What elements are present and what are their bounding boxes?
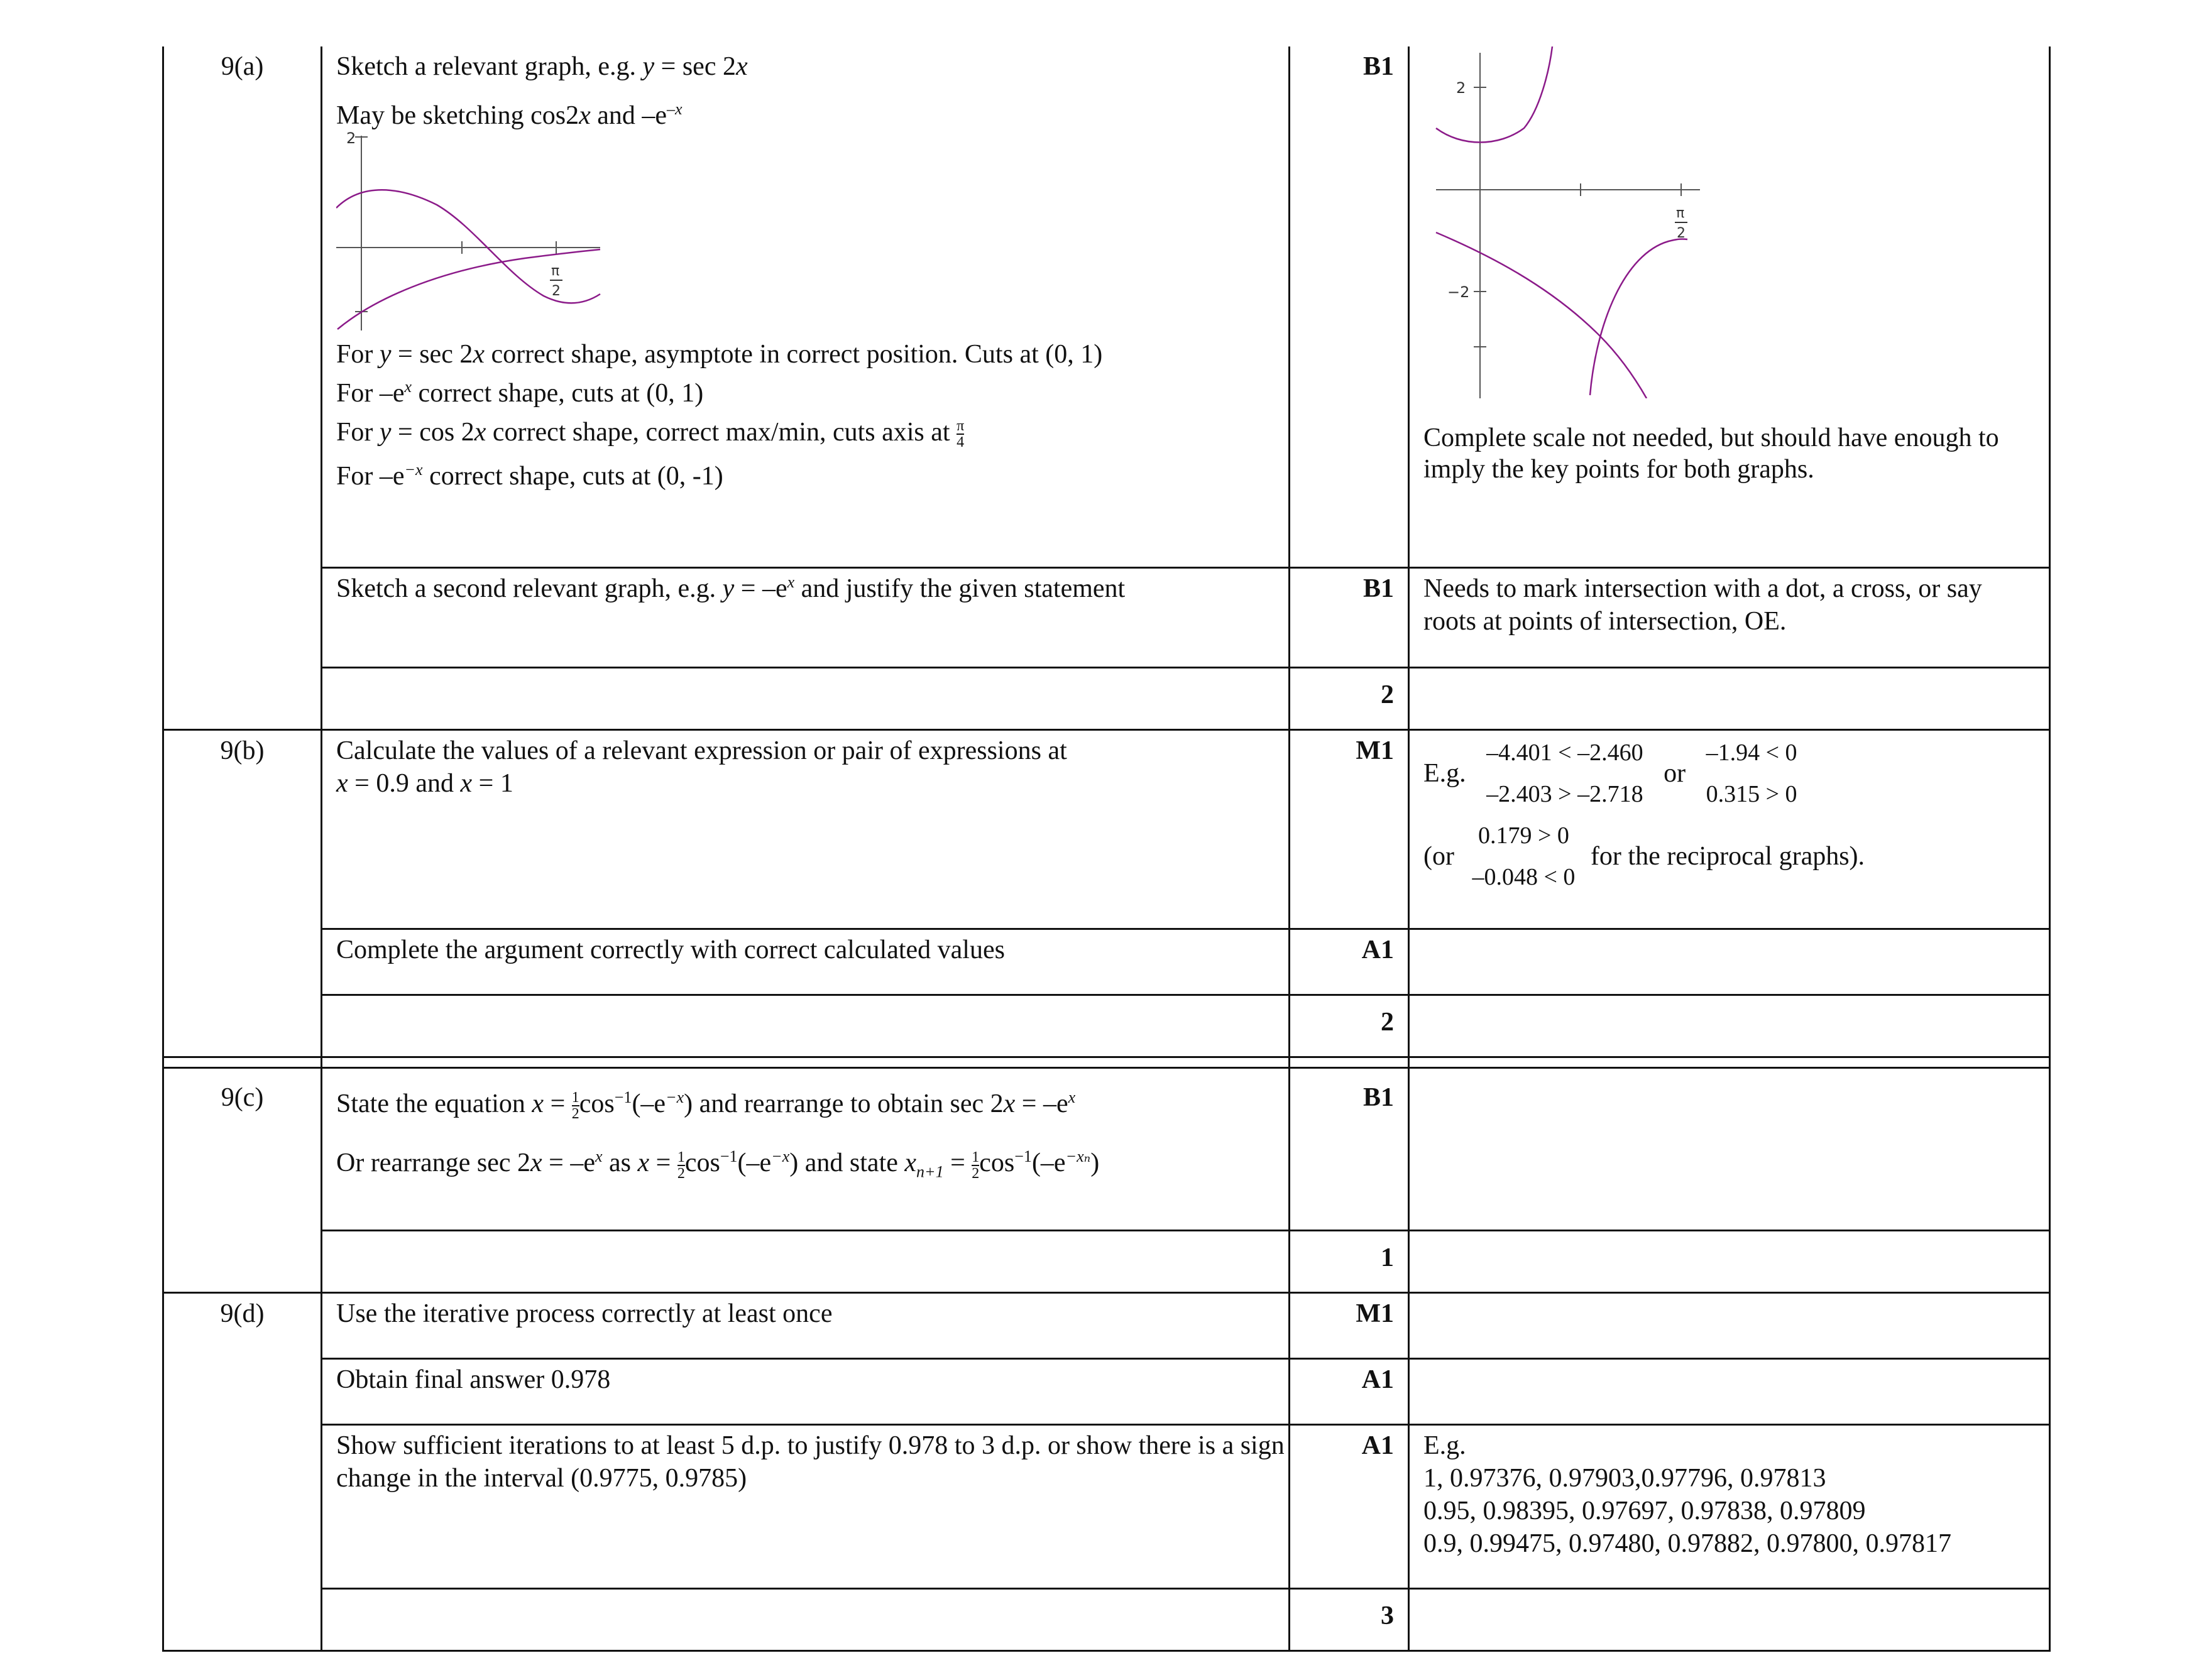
guidance-9a-second: Needs to mark intersection with a dot, a cross, or say roots at points of intersection, OE. — [1409, 568, 2050, 668]
graph-sec-and-exp — [1423, 46, 1713, 398]
answer-9d-final: Obtain final answer 0.978 — [322, 1359, 1290, 1425]
answer-9d-iterate: Use the iterative process correctly at least once — [322, 1293, 1290, 1359]
answer-9a-second: Sketch a second relevant graph, e.g. $y = -e^x$ and justify the given statement — [322, 568, 1290, 668]
curve-cos2x — [336, 190, 600, 303]
y-tick-neg2: −2 — [1447, 283, 1470, 301]
guidance-line: E.g. — [1423, 1431, 1466, 1460]
total-9b: 2 — [1290, 995, 1409, 1057]
row-9a-total — [163, 668, 2050, 730]
answer-9b-argument: Complete the argument correctly with correct calculated values — [322, 929, 1290, 995]
answer-line: State the equation x = $\frac{1}{2}$ $\cos^{-1}(-e^{-x})$ and rearrange to obtain $\sec 2x = -e^x$ — [336, 1088, 1076, 1123]
row-9d-iterations — [163, 1425, 2050, 1589]
curve-sec2x-branch — [1590, 239, 1687, 395]
row-9d-final — [163, 1359, 2050, 1425]
y-tick-2: 2 — [346, 129, 356, 147]
mark-9b-a1: A1 — [1290, 929, 1409, 995]
guidance-9d-iterations — [1409, 1425, 2050, 1589]
row-9d-iterate — [163, 1293, 2050, 1359]
answer-9d-iterations: Show sufficient iterations to at least 5 d.p. to justify 0.978 to 3 d.p. or show there is a sign change in the interval (0.9775, 0.9785) — [322, 1425, 1290, 1589]
mark-9b-m1: M1 — [1290, 730, 1409, 929]
answer-line: May be sketching cos2x and $-e^{-x}$ — [336, 100, 683, 130]
row-9a-graph — [163, 46, 2050, 568]
separator-row — [163, 1057, 2050, 1068]
criterion-line: For $-e^{-x}$ correct shape, cuts at (0, -1) — [336, 461, 723, 491]
x-tick-pi: π — [1676, 205, 1685, 221]
curve-neg-exp — [337, 249, 600, 329]
question-label-9c: 9(c) — [163, 1068, 322, 1293]
criterion-line: For $-e^x$ correct shape, cuts at (0, 1) — [336, 378, 704, 408]
row-9a-second-graph — [163, 568, 2050, 668]
total-9c: 1 — [1290, 1231, 1409, 1293]
graph-cos-and-exp — [336, 129, 625, 337]
guidance-9a-graph — [1409, 46, 2050, 568]
answer-line: Sketch a relevant graph, e.g. y = sec 2x — [336, 52, 748, 81]
answer-line: Calculate the values of a relevant expression or pair of expressions at — [336, 736, 1067, 765]
row-9b-argument — [163, 929, 2050, 995]
x-tick-pi: π — [551, 263, 560, 279]
total-9d: 3 — [1290, 1589, 1409, 1651]
mark-scheme-table — [162, 46, 2051, 1652]
x-tick-den: 2 — [552, 283, 561, 299]
criterion-line: For y = cos 2x correct shape, correct max/min, cuts axis at $\frac{\pi}{4}$ — [336, 418, 965, 451]
answer-9c-equation — [322, 1068, 1290, 1231]
question-label-9d: 9(d) — [163, 1293, 322, 1651]
answer-line: x = 0.9 and x = 1 — [336, 769, 513, 798]
mark-9a-b1-second: B1 — [1290, 568, 1409, 668]
mark-9d-m1: M1 — [1290, 1293, 1409, 1359]
row-9c-total — [163, 1231, 2050, 1293]
guidance-text: Complete scale not needed, but should have enough to imply the key points for both graphs. — [1423, 423, 1999, 484]
x-tick-den: 2 — [1677, 226, 1686, 241]
guidance-line: 0.95, 0.98395, 0.97697, 0.97838, 0.97809 — [1423, 1497, 1866, 1525]
answer-9a-graph — [322, 46, 1290, 568]
row-9c-equation — [163, 1068, 2050, 1231]
question-label-9b: 9(b) — [163, 730, 322, 1057]
y-tick-2: 2 — [1456, 79, 1466, 97]
criterion-line: For y = sec 2x correct shape, asymptote in correct position. Cuts at (0, 1) — [336, 340, 1103, 369]
total-9a: 2 — [1290, 668, 1409, 730]
answer-9b-values — [322, 730, 1290, 929]
row-9d-total — [163, 1589, 2050, 1651]
mark-9a-b1: B1 — [1290, 46, 1409, 568]
question-label-9a: 9(a) — [163, 46, 322, 730]
guidance-line: 1, 0.97376, 0.97903,0.97796, 0.97813 — [1423, 1464, 1826, 1493]
guidance-line: 0.9, 0.99475, 0.97480, 0.97882, 0.97800, 0.97817 — [1423, 1529, 1951, 1558]
row-9b-total — [163, 995, 2050, 1057]
example-values: E.g. –4.401 < –2.460 –2.403 > –2.718 or –1.94 < 0 0.315 > 0 — [1423, 739, 1797, 807]
mark-9d-a1-second: A1 — [1290, 1425, 1409, 1589]
row-9b-values — [163, 730, 2050, 929]
guidance-9b-values — [1409, 730, 2050, 929]
fraction-pi-over-4: $\frac{\pi}{4}$ — [957, 418, 965, 451]
curve-sec2x — [1436, 46, 1552, 143]
mark-9d-a1: A1 — [1290, 1359, 1409, 1425]
answer-line: Or rearrange $\sec 2x = -e^x$ as x = $\frac{1}{2}$ $\cos^{-1}(-e^{-x})$ and state $x_{n+1}$ = $\frac{1}{2}$ $\cos^{-1}(-e^{-x_n})$ — [336, 1147, 1100, 1182]
reciprocal-values: (or 0.179 > 0 –0.048 < 0 for the reciprocal graphs). — [1423, 822, 1865, 890]
mark-9c-b1: B1 — [1290, 1068, 1409, 1231]
curve-neg-exp — [1436, 232, 1647, 398]
